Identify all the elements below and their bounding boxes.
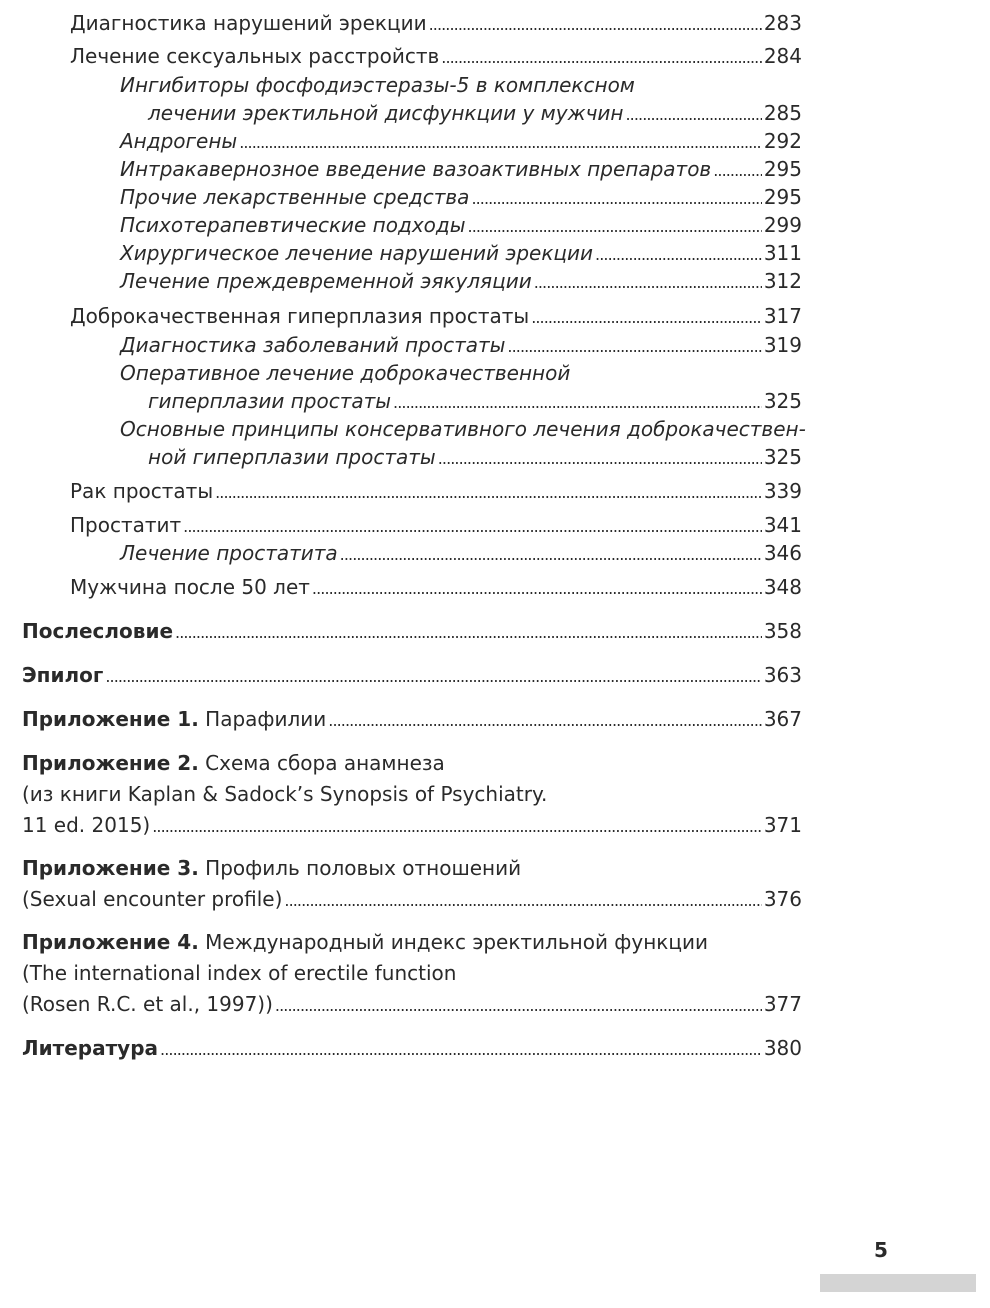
toc-entry [70, 302, 802, 332]
toc-entry [70, 477, 802, 507]
toc-entry [120, 155, 802, 185]
appendix-label: Приложение 4. [22, 930, 199, 954]
toc-entry [120, 127, 802, 157]
leader-dots [438, 443, 762, 473]
toc-entry-title-cont: гиперплазии простаты [148, 389, 392, 413]
toc-entry [120, 539, 802, 569]
toc-entry-title: Рак простаты [70, 479, 214, 503]
leader-dots [471, 183, 761, 213]
toc-entry-title: Лечение сексуальных расстройств [70, 44, 440, 68]
toc-page-number: 371 [763, 813, 802, 837]
toc-entry-title: Интракавернозное введение вазоактивных препаратов [120, 157, 712, 181]
page-footer-bar [820, 1274, 976, 1292]
toc-entry [22, 928, 802, 1020]
leader-dots [507, 331, 761, 361]
toc-entry-title-cont: (из книги Kaplan & Sadock’s Synopsis of Psychiatry. [22, 782, 548, 806]
leader-dots [595, 239, 762, 269]
toc-page-number: 376 [763, 887, 802, 911]
toc-page-number: 325 [763, 389, 802, 413]
toc-page-number: 283 [763, 11, 802, 35]
appendix-label: Приложение 2. [22, 751, 199, 775]
toc-entry-title: Простатит [70, 513, 182, 537]
leader-dots [105, 661, 761, 691]
page-number: 5 [874, 1238, 888, 1262]
toc-entry-title: Диагностика заболеваний простаты [120, 333, 506, 357]
toc-entry-title: Международный индекс эректильной функции [205, 930, 708, 954]
leader-dots [713, 155, 762, 185]
toc-entry [120, 71, 802, 129]
toc-page-number: 292 [763, 129, 802, 153]
toc-entry-title: Парафилии [205, 707, 327, 731]
toc-entry [120, 331, 802, 361]
toc-entry [22, 661, 802, 691]
leader-dots [531, 302, 762, 332]
toc-entry-title-cont: (Rosen R.C. et al., 1997)) [22, 992, 273, 1016]
leader-dots [468, 211, 762, 241]
leader-dots [340, 539, 762, 569]
toc-entry-title-cont: 11 ed. 2015) [22, 813, 151, 837]
leader-dots [284, 885, 761, 915]
leader-dots [275, 990, 762, 1020]
toc-entry [120, 359, 802, 417]
toc-page-number: 358 [763, 619, 802, 643]
toc-page-number: 377 [763, 992, 802, 1016]
toc-page-number: 295 [763, 185, 802, 209]
leader-dots [429, 9, 762, 39]
toc-entry-title: Диагностика нарушений эрекции [70, 11, 427, 35]
toc-entry [22, 617, 802, 647]
toc-entry [22, 705, 802, 735]
leader-dots [441, 42, 762, 72]
toc-page-number: 367 [763, 707, 802, 731]
toc-entry [120, 183, 802, 213]
toc-entry-title: Лечение преждевременной эякуляции [120, 269, 532, 293]
leader-dots [215, 477, 762, 507]
toc-entry-title: Психотерапевтические подходы [120, 213, 466, 237]
toc-entry [70, 511, 802, 541]
toc-entry-title-cont: (Sexual encounter profile) [22, 887, 283, 911]
toc-entry-title: Послесловие [22, 619, 174, 643]
toc-page-number: 299 [763, 213, 802, 237]
toc-page-number: 311 [763, 241, 802, 265]
toc-page-number: 325 [763, 445, 802, 469]
toc-entry [70, 573, 802, 603]
toc-entry [120, 415, 806, 473]
toc-entry [22, 1034, 802, 1064]
toc-page-number: 346 [763, 541, 802, 565]
toc-entry-title: Лечение простатита [120, 541, 338, 565]
appendix-label: Приложение 1. [22, 707, 199, 731]
toc-entry-title: Андрогены [120, 129, 238, 153]
toc-entry-title: Литература [22, 1036, 159, 1060]
leader-dots [534, 267, 762, 297]
toc-entry-title-cont: лечении эректильной дисфункции у мужчин [148, 101, 624, 125]
toc-page-number: 363 [763, 663, 802, 687]
toc-page-number: 284 [763, 44, 802, 68]
toc-entry [22, 749, 802, 841]
toc-page-number: 380 [763, 1036, 802, 1060]
toc-page-number: 317 [763, 304, 802, 328]
toc-entry [120, 239, 802, 269]
toc-entry [70, 9, 802, 39]
toc-entry [22, 854, 802, 915]
toc-page-number: 339 [763, 479, 802, 503]
toc-entry-title: Хирургическое лечение нарушений эрекции [120, 241, 594, 265]
leader-dots [160, 1034, 762, 1064]
toc-entry-title: Эпилог [22, 663, 104, 687]
toc-page-number: 285 [763, 101, 802, 125]
toc-page-number: 341 [763, 513, 802, 537]
toc-entry-title-cont: ной гиперплазии простаты [148, 445, 436, 469]
toc-entry-title: Ингибиторы фосфодиэстеразы-5 в комплексном [120, 73, 635, 97]
toc-entry-title: Мужчина после 50 лет [70, 575, 310, 599]
toc-entry-title: Основные принципы консервативного лечения доброкачествен- [120, 417, 806, 441]
toc-entry-title: Прочие лекарственные средства [120, 185, 470, 209]
toc-entry [70, 42, 802, 72]
leader-dots [626, 99, 762, 129]
leader-dots [152, 811, 762, 841]
toc-entry-title: Оперативное лечение доброкачественной [120, 361, 571, 385]
leader-dots [183, 511, 762, 541]
toc-page-number: 319 [763, 333, 802, 357]
toc-entry-title: Доброкачественная гиперплазия простаты [70, 304, 530, 328]
toc-page-number: 312 [763, 269, 802, 293]
leader-dots [239, 127, 762, 157]
toc-entry-title: Профиль половых отношений [205, 856, 522, 880]
leader-dots [312, 573, 762, 603]
appendix-label: Приложение 3. [22, 856, 199, 880]
leader-dots [393, 387, 762, 417]
toc-entry-title: Схема сбора анамнеза [205, 751, 445, 775]
toc-entry-title-cont: (The international index of erectile function [22, 961, 457, 985]
toc-entry [120, 267, 802, 297]
leader-dots [328, 705, 762, 735]
leader-dots [175, 617, 762, 647]
toc-page-number: 348 [763, 575, 802, 599]
toc-entry [120, 211, 802, 241]
toc-page-number: 295 [763, 157, 802, 181]
